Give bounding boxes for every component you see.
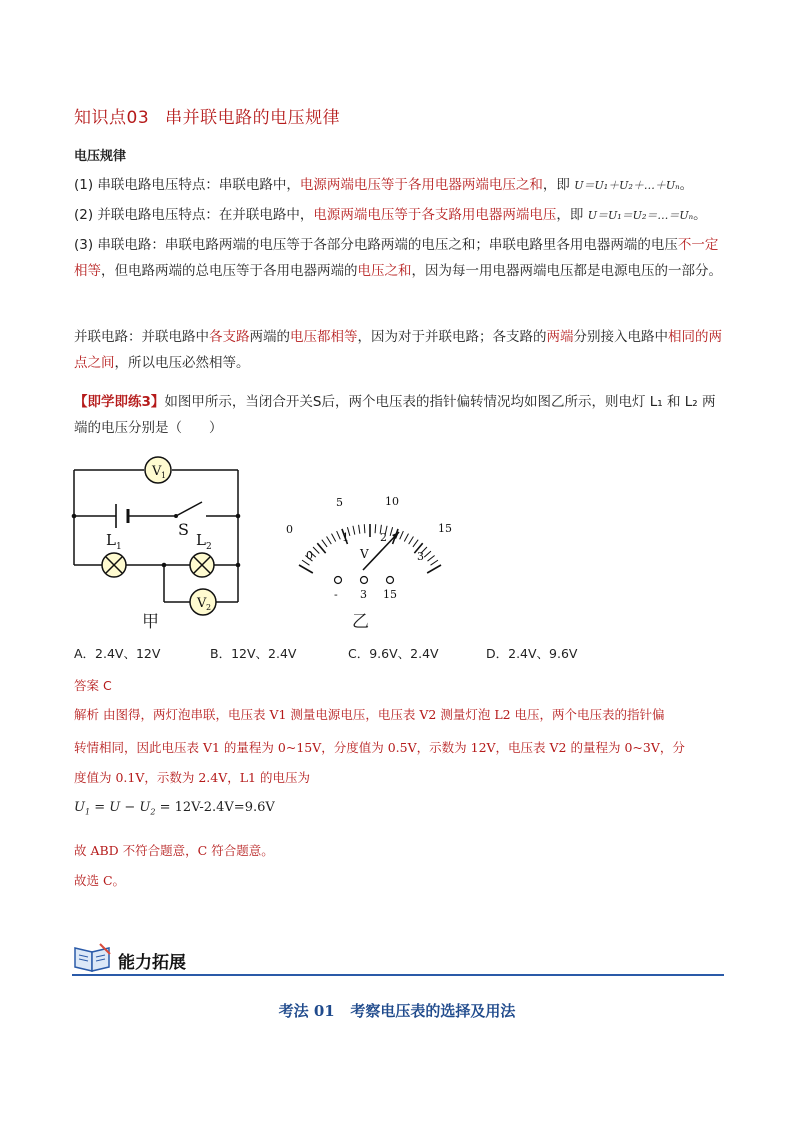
highlight: 不一定相等 xyxy=(74,237,719,279)
terminal-negative-icon xyxy=(335,577,342,584)
unit-label: V xyxy=(360,547,369,561)
text: 并联电路：并联电路中 xyxy=(74,329,209,345)
highlight: 电压之和 xyxy=(357,263,412,279)
subheading: 电压规律 xyxy=(74,149,127,164)
option-a: A．2.4V、12V xyxy=(74,646,161,661)
voltmeter-dial xyxy=(280,488,460,603)
outer-tick-5: 5 xyxy=(336,496,343,509)
dial-tick xyxy=(337,531,341,539)
inner-tick-2: 2 xyxy=(380,531,387,544)
method-text: 考察电压表的选择及用法 xyxy=(350,1002,516,1020)
v1-sub: 1 xyxy=(161,471,167,480)
v2-sub: 2 xyxy=(206,603,212,612)
section-label: 能力拓展 xyxy=(118,953,186,973)
text: 分别接入电路中 xyxy=(573,329,668,345)
dial-tick xyxy=(313,547,319,553)
method-heading xyxy=(0,1000,794,1021)
highlight: 两端 xyxy=(546,329,574,345)
dial-tick xyxy=(413,540,418,547)
equation: $U_1 = U - U_2 = 12V-2.4V=9.6V$ xyxy=(74,800,275,817)
text: 。 xyxy=(679,177,694,193)
inner-tick-1: 1 xyxy=(342,531,349,544)
terminal-label-15: 15 xyxy=(383,588,397,601)
highlight: 电源两端电压等于各支路用电器两端电压 xyxy=(313,207,557,223)
v2-label: V xyxy=(197,596,207,611)
exercise-question xyxy=(74,389,724,441)
dial-tick xyxy=(332,534,336,542)
text: ，所以电压必然相等。 xyxy=(114,355,250,371)
terminal-label-negative: - xyxy=(334,588,338,601)
answer-value: C xyxy=(103,678,112,693)
dial-tick xyxy=(390,527,392,536)
method-number: 考法 01 xyxy=(278,1002,335,1020)
highlight: 电源两端电压等于各用电器两端电压之和 xyxy=(299,177,543,193)
outer-tick-10: 10 xyxy=(385,495,399,508)
text: ，但电路两端的总电压等于各用电器两端的 xyxy=(101,263,358,279)
option-b: B．12V、2.4V xyxy=(210,646,297,661)
section-divider xyxy=(72,974,724,976)
explanation-line-5: 故选 C。 xyxy=(74,873,126,888)
dial-tick xyxy=(359,525,360,534)
caption-yi: 乙 xyxy=(352,612,369,632)
explanation-line-1 xyxy=(74,700,724,730)
inner-tick-3: 3 xyxy=(417,550,424,563)
explanation-label: 解析 xyxy=(74,707,100,722)
title-text: 串并联电路的电压规律 xyxy=(165,108,341,128)
book-icon xyxy=(72,942,114,974)
l1-label: L xyxy=(106,531,116,549)
dial-tick xyxy=(353,526,355,535)
text: 。 xyxy=(693,207,707,223)
dial-tick xyxy=(375,524,376,533)
terminal-3v-icon xyxy=(361,577,368,584)
explanation-line-3: 度值为 0.1V，示数为 2.4V，L1 的电压为 xyxy=(74,770,310,785)
highlight: 各支路 xyxy=(209,329,250,345)
paragraph-series-detail xyxy=(74,232,724,284)
circuit-diagram xyxy=(66,455,256,630)
highlight: 电压都相等 xyxy=(290,329,358,345)
text: 两端的 xyxy=(249,329,290,345)
answer xyxy=(74,676,112,694)
dial-tick xyxy=(364,524,365,533)
paragraph-parallel xyxy=(74,202,724,229)
v1-label: V xyxy=(152,464,162,479)
dial-tick xyxy=(424,551,431,557)
exercise-tag: 【即学即练3】 xyxy=(74,394,165,410)
dial-tick xyxy=(409,536,414,544)
terminal-label-3: 3 xyxy=(360,588,367,601)
text: (1) 串联电路电压特点：串联电路中， xyxy=(74,177,300,193)
paragraph-parallel-detail xyxy=(74,324,724,376)
paragraph-series xyxy=(74,172,724,199)
explanation-line-2: 转情相同，因此电压表 V1 的量程为 0~15V，分度值为 0.5V，示数为 12V，电压表 V2 的量程为 0~3V，分 xyxy=(74,740,685,755)
outer-tick-0: 0 xyxy=(286,523,293,536)
title-number: 知识点03 xyxy=(74,108,150,128)
answer-label: 答案 xyxy=(74,678,100,693)
formula-parallel: U＝U₁＝U₂＝…＝Uₙ xyxy=(587,209,694,222)
text: (3) 串联电路：串联电路两端的电压等于各部分电路两端的电压之和；串联电路里各用电器两端的电压 xyxy=(74,237,678,253)
option-d: D．2.4V、9.6V xyxy=(486,646,578,661)
inner-tick-0: 0 xyxy=(306,549,313,562)
dial-tick xyxy=(299,565,313,573)
dial-tick xyxy=(431,560,438,565)
text: ，即 xyxy=(556,207,588,223)
text: ，因为对于并联电路；各支路的 xyxy=(357,329,547,345)
l2-label: L xyxy=(196,531,206,549)
text: (2) 并联电路电压特点：在并联电路中， xyxy=(74,207,314,223)
dial-tick xyxy=(322,540,327,547)
text: ，即 xyxy=(542,177,575,193)
explanation-text: 由图得，两灯泡串联，电压表 V1 测量电源电压，电压表 V2 测量灯泡 L2 电压，两个电压表的指针偏 xyxy=(103,707,665,722)
highlight: 相同的两点之间 xyxy=(74,329,722,371)
text: ，因为每一用电器两端电压都是电源电压的一部分。 xyxy=(411,263,722,279)
dial-tick xyxy=(404,534,408,542)
switch-label: S xyxy=(178,520,189,539)
dial-tick xyxy=(400,531,404,539)
dial-tick xyxy=(317,543,325,553)
option-c: C．9.6V、2.4V xyxy=(348,646,439,661)
explanation-line-4: 故 ABD 不符合题意，C 符合题意。 xyxy=(74,843,274,858)
dial-tick xyxy=(428,556,435,562)
equation-value: = 12V-2.4V=9.6V xyxy=(159,800,275,815)
terminal-15v-icon xyxy=(387,577,394,584)
section-title xyxy=(74,103,340,128)
l1-sub: 1 xyxy=(116,542,122,552)
caption-jia: 甲 xyxy=(142,612,159,632)
formula-series: U＝U₁＋U₂＋…＋Uₙ xyxy=(574,179,680,192)
exercise-text: 如图甲所示，当闭合开关S后，两个电压表的指针偏转情况均如图乙所示，则电灯 L₁ 和 L₂ 两端的电压分别是（ ） xyxy=(74,394,716,436)
dial-tick xyxy=(427,565,441,573)
dial-tick xyxy=(327,536,332,544)
outer-tick-15: 15 xyxy=(438,522,452,535)
l2-sub: 2 xyxy=(206,542,212,552)
